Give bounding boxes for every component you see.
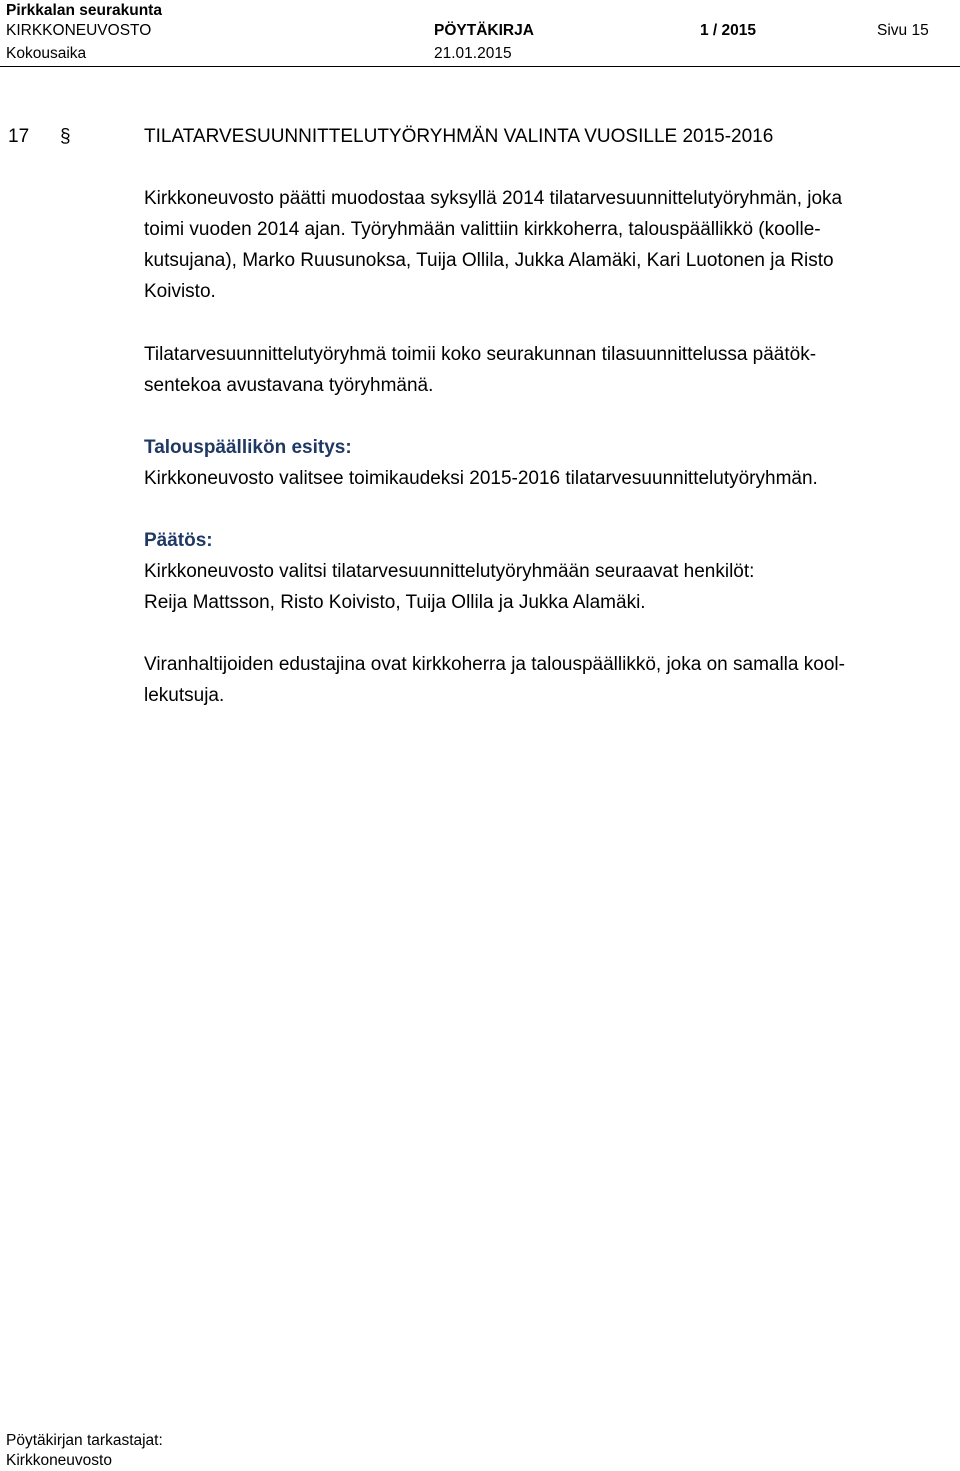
header-divider bbox=[0, 66, 960, 67]
paragraph-line: lekutsuja. bbox=[144, 685, 225, 706]
decision-line: Reija Mattsson, Risto Koivisto, Tuija Ollila ja Jukka Alamäki. bbox=[144, 592, 646, 613]
proposal-heading: Talouspäällikön esitys: bbox=[144, 437, 352, 458]
footer-body-name: Kirkkoneuvosto bbox=[6, 1452, 112, 1469]
paragraph-representatives bbox=[144, 649, 944, 711]
paragraph-line: kutsujana), Marko Ruusunoksa, Tuija Ollila, Jukka Alamäki, Kari Luotonen ja Risto bbox=[144, 250, 834, 271]
proposal-text: Kirkkoneuvosto valitsee toimikaudeksi 2015-2016 tilatarvesuunnittelutyöryhmän. bbox=[144, 468, 818, 489]
header-doc-type: PÖYTÄKIRJA bbox=[434, 22, 534, 39]
paragraph-line: Koivisto. bbox=[144, 281, 216, 302]
header-body-name: KIRKKONEUVOSTO bbox=[6, 22, 152, 39]
organization-name: Pirkkalan seurakunta bbox=[6, 2, 162, 19]
paragraph-line: Viranhaltijoiden edustajina ovat kirkkoherra ja talouspäällikkö, joka on samalla kool- bbox=[144, 654, 845, 675]
header-meeting-number: 1 / 2015 bbox=[700, 22, 757, 39]
decision-line: Kirkkoneuvosto valitsi tilatarvesuunnittelutyöryhmään seuraavat henkilöt: bbox=[144, 561, 755, 582]
decision-block bbox=[144, 525, 944, 618]
proposal-block bbox=[144, 432, 944, 494]
paragraph-background bbox=[144, 183, 944, 307]
paragraph-line: sentekoa avustavana työryhmänä. bbox=[144, 375, 434, 396]
footer-reviewers-label: Pöytäkirjan tarkastajat: bbox=[6, 1432, 163, 1449]
paragraph-line: Tilatarvesuunnittelutyöryhmä toimii koko seurakunnan tilasuunnittelussa päätök- bbox=[144, 344, 817, 365]
header-date-label: Kokousaika bbox=[6, 45, 87, 62]
header-date-value: 21.01.2015 bbox=[434, 45, 512, 62]
paragraph-line: toimi vuoden 2014 ajan. Työryhmään valittiin kirkkoherra, talouspäällikkö (koolle- bbox=[144, 219, 821, 240]
paragraph-purpose bbox=[144, 339, 944, 401]
decision-heading: Päätös: bbox=[144, 530, 213, 551]
section-number: 17 bbox=[8, 126, 30, 147]
section-sign: § bbox=[60, 126, 71, 147]
header-page-number: Sivu 15 bbox=[877, 22, 929, 39]
paragraph-line: Kirkkoneuvosto päätti muodostaa syksyllä 2014 tilatarvesuunnittelutyöryhmän, joka bbox=[144, 188, 843, 209]
section-title: TILATARVESUUNNITTELUTYÖRYHMÄN VALINTA VUOSILLE 2015-2016 bbox=[144, 126, 774, 147]
